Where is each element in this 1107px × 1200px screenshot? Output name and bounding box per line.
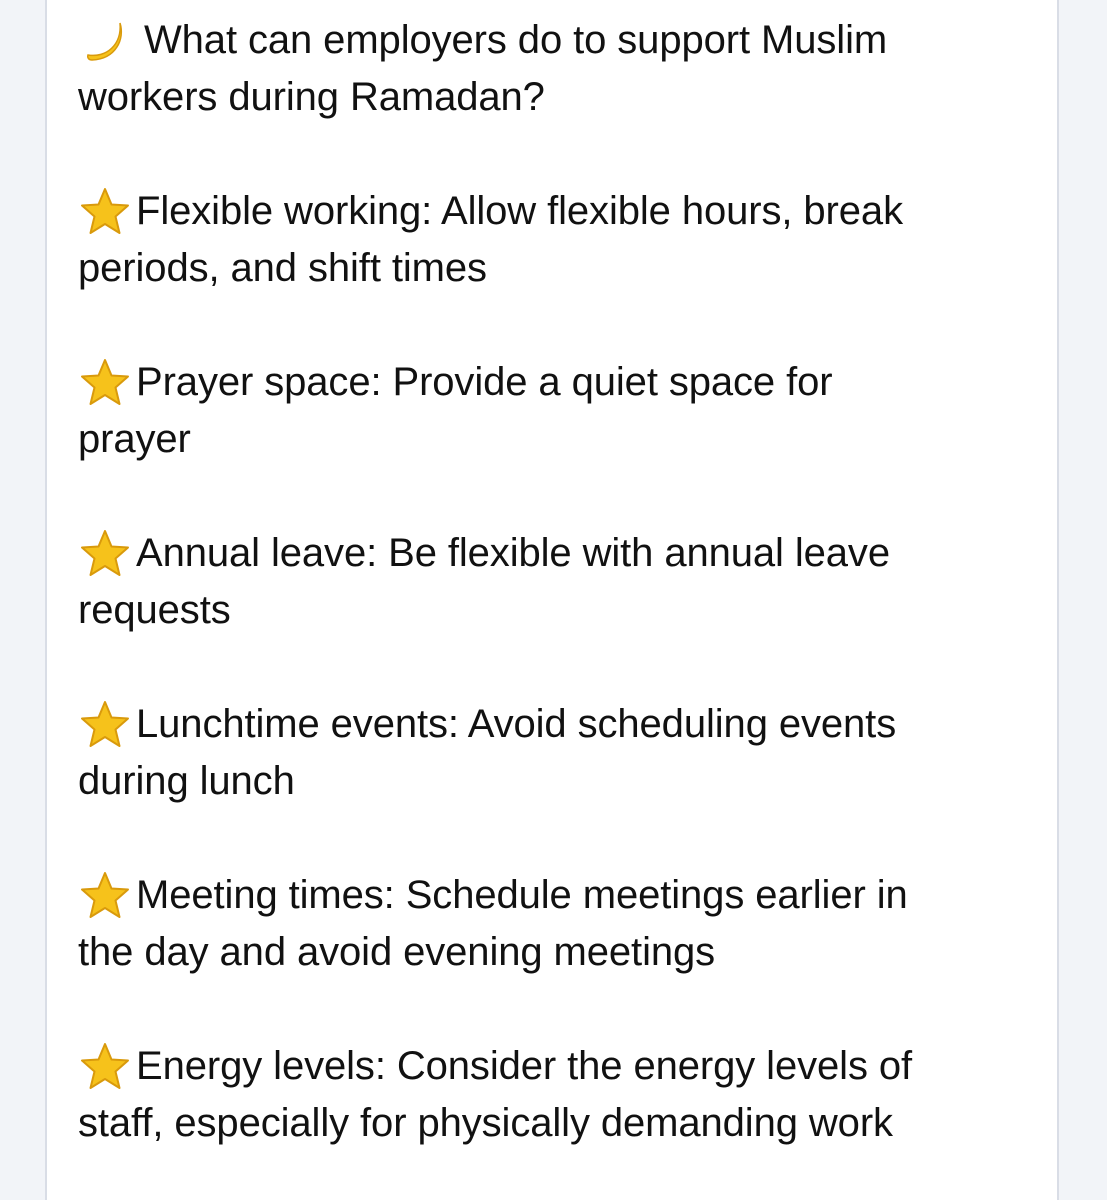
list-item-line-1: [78, 696, 1028, 753]
list-item-line-1: [78, 1038, 1028, 1095]
list-item: [78, 525, 1028, 639]
crescent-moon-icon: [78, 17, 128, 61]
intro-line-1: [78, 12, 1028, 69]
list-item-line-1: [78, 525, 1028, 582]
list-item: [78, 867, 1028, 981]
list-item: [78, 1038, 1028, 1152]
intro-block: [78, 12, 1028, 126]
list-item: [78, 183, 1028, 297]
list-item: [78, 354, 1028, 468]
note-content: [78, 12, 1028, 1200]
list-item-text-2: the day and avoid evening meetings: [78, 930, 716, 974]
intro-line-2: workers during Ramadan?: [78, 75, 545, 119]
list-item-text-1: Meeting times: Schedule meetings earlier in: [136, 873, 908, 917]
star-icon: [78, 870, 132, 920]
list-item-text-2: periods, and shift times: [78, 246, 487, 290]
star-icon: [78, 699, 132, 749]
list-item-text-2: staff, especially for physically demanding work: [78, 1101, 893, 1145]
star-icon: [78, 357, 132, 407]
list-item-text-1: Annual leave: Be flexible with annual leave: [136, 531, 890, 575]
list-item-line-1: [78, 354, 1028, 411]
list-item-text-1: Flexible working: Allow flexible hours, break: [136, 189, 903, 233]
list-item-text-2: during lunch: [78, 759, 295, 803]
star-icon: [78, 1041, 132, 1091]
list-item: [78, 696, 1028, 810]
list-item-text-2: prayer: [78, 417, 191, 461]
list-item-line-1: [78, 867, 1028, 924]
list-item-text-1: Prayer space: Provide a quiet space for: [136, 360, 833, 404]
star-icon: [78, 528, 132, 578]
list-item-text-2: requests: [78, 588, 231, 632]
note-card: [45, 0, 1059, 1200]
star-icon: [78, 186, 132, 236]
list-item-text-1: Energy levels: Consider the energy levels of: [136, 1044, 913, 1088]
list-item-line-1: [78, 183, 1028, 240]
intro-text-1: What can employers do to support Muslim: [144, 18, 888, 62]
list-item-text-1: Lunchtime events: Avoid scheduling events: [136, 702, 897, 746]
